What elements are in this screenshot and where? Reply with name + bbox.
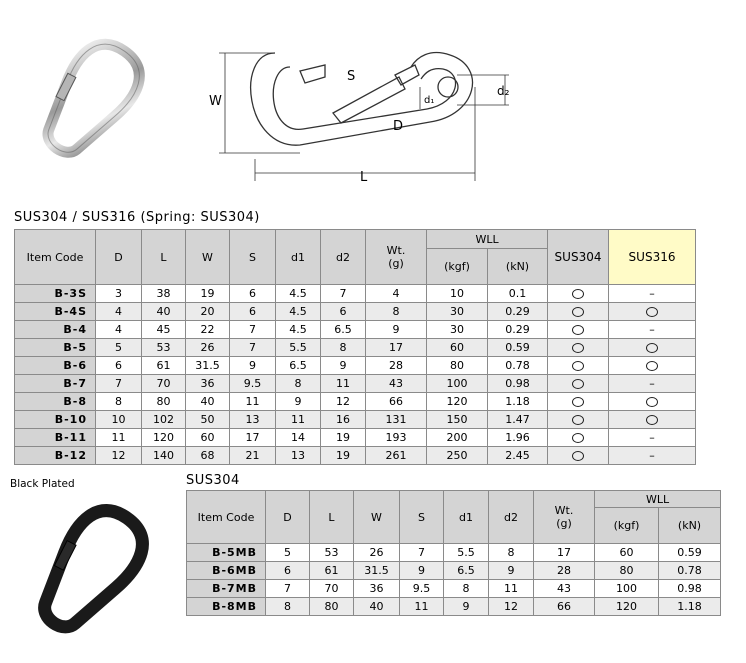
item-code-cell: B-3S — [15, 285, 96, 303]
black-plated-label: Black Plated — [10, 478, 75, 490]
table-cell: 68 — [186, 447, 230, 465]
header-d: D — [96, 230, 142, 285]
table-cell: 11 — [321, 375, 366, 393]
table-cell: 28 — [534, 562, 595, 580]
table-cell: 5.5 — [444, 544, 489, 562]
table-cell: 12 — [321, 393, 366, 411]
table-cell: 8 — [444, 580, 489, 598]
availability-mark — [548, 303, 609, 321]
header-d1: d1 — [276, 230, 321, 285]
table-cell: 200 — [427, 429, 488, 447]
dim-label-d: D — [393, 119, 404, 134]
table-cell: 40 — [186, 393, 230, 411]
availability-mark — [609, 411, 696, 429]
table-cell: 31.5 — [186, 357, 230, 375]
black-table-title: SUS304 — [186, 473, 240, 488]
main-table-title: SUS304 / SUS316 (Spring: SUS304) — [14, 210, 260, 225]
table-cell: 19 — [186, 285, 230, 303]
table-cell: 14 — [276, 429, 321, 447]
table-row — [187, 562, 721, 580]
table-cell: 9 — [444, 598, 489, 616]
table-cell: 70 — [310, 580, 354, 598]
available-icon — [572, 361, 584, 371]
table-cell: 4.5 — [276, 285, 321, 303]
availability-mark — [548, 357, 609, 375]
item-code-cell: B-7MB — [187, 580, 266, 598]
table-cell: 21 — [230, 447, 276, 465]
dim-label-d1: d₁ — [424, 95, 435, 106]
table-cell: 7 — [321, 285, 366, 303]
table-row — [15, 375, 696, 393]
table-cell: 120 — [142, 429, 186, 447]
black-header-d: D — [266, 491, 310, 544]
black-header-weight: Wt. (g) — [534, 491, 595, 544]
table-cell: 40 — [142, 303, 186, 321]
table-cell: 30 — [427, 303, 488, 321]
available-icon — [572, 343, 584, 353]
available-icon — [572, 289, 584, 299]
stainless-carabiner-photo — [14, 30, 164, 175]
black-header-d1: d1 — [444, 491, 489, 544]
table-cell: – — [609, 429, 696, 447]
table-cell: 43 — [534, 580, 595, 598]
table-cell: 80 — [310, 598, 354, 616]
black-header-wll: WLL — [595, 491, 721, 508]
table-cell: – — [609, 285, 696, 303]
table-cell: 1.47 — [488, 411, 548, 429]
available-icon — [572, 415, 584, 425]
table-cell: 12 — [96, 447, 142, 465]
header-d2: d2 — [321, 230, 366, 285]
table-cell: 3 — [96, 285, 142, 303]
table-cell: 0.78 — [659, 562, 721, 580]
availability-mark — [548, 411, 609, 429]
black-header-d2: d2 — [489, 491, 534, 544]
table-cell: 5 — [266, 544, 310, 562]
table-cell: 61 — [310, 562, 354, 580]
table-cell: 9 — [400, 562, 444, 580]
table-cell: 250 — [427, 447, 488, 465]
table-cell: 8 — [96, 393, 142, 411]
dim-label-l: L — [360, 170, 368, 185]
table-cell: 4 — [96, 303, 142, 321]
item-code-cell: B-5MB — [187, 544, 266, 562]
table-cell: 7 — [230, 321, 276, 339]
table-cell: 8 — [321, 339, 366, 357]
table-row — [187, 598, 721, 616]
table-row — [15, 303, 696, 321]
table-cell: 9 — [489, 562, 534, 580]
item-code-cell: B-4 — [15, 321, 96, 339]
item-code-cell: B-5 — [15, 339, 96, 357]
header-wll: WLL — [427, 230, 548, 249]
table-cell: 36 — [354, 580, 400, 598]
table-cell: 50 — [186, 411, 230, 429]
item-code-cell: B-6 — [15, 357, 96, 375]
dim-label-d2: d₂ — [497, 84, 510, 98]
black-header-wll-kgf: (kgf) — [595, 508, 659, 544]
table-cell: 150 — [427, 411, 488, 429]
availability-mark — [548, 321, 609, 339]
availability-mark — [548, 285, 609, 303]
table-cell: 17 — [230, 429, 276, 447]
table-row — [15, 321, 696, 339]
item-code-cell: B-7 — [15, 375, 96, 393]
table-cell: 11 — [96, 429, 142, 447]
table-cell: 120 — [595, 598, 659, 616]
table-cell: – — [609, 447, 696, 465]
table-cell: 102 — [142, 411, 186, 429]
main-spec-table — [14, 229, 696, 465]
black-header-wll-kn: (kN) — [659, 508, 721, 544]
table-cell: 20 — [186, 303, 230, 321]
table-cell: 9.5 — [230, 375, 276, 393]
available-icon — [646, 343, 658, 353]
availability-mark — [548, 393, 609, 411]
table-cell: 4.5 — [276, 303, 321, 321]
header-weight: Wt. (g) — [366, 230, 427, 285]
availability-mark — [548, 339, 609, 357]
table-row — [15, 411, 696, 429]
available-icon — [572, 379, 584, 389]
table-cell: 261 — [366, 447, 427, 465]
table-cell: 11 — [230, 393, 276, 411]
table-cell: 6.5 — [321, 321, 366, 339]
black-header-l: L — [310, 491, 354, 544]
table-cell: 1.18 — [488, 393, 548, 411]
header-wll-kn: (kN) — [488, 249, 548, 285]
item-code-cell: B-8 — [15, 393, 96, 411]
table-cell: 26 — [186, 339, 230, 357]
table-row — [15, 285, 696, 303]
table-cell: 8 — [489, 544, 534, 562]
table-cell: 26 — [354, 544, 400, 562]
table-cell: 0.59 — [659, 544, 721, 562]
header-sus316: SUS316 — [609, 230, 696, 285]
availability-mark — [609, 357, 696, 375]
table-cell: 0.59 — [488, 339, 548, 357]
table-cell: 140 — [142, 447, 186, 465]
available-icon — [572, 451, 584, 461]
dim-label-w: W — [209, 94, 222, 109]
table-cell: 60 — [427, 339, 488, 357]
table-cell: 70 — [142, 375, 186, 393]
table-cell: 9 — [366, 321, 427, 339]
table-cell: 120 — [427, 393, 488, 411]
table-cell: 66 — [366, 393, 427, 411]
table-row — [187, 544, 721, 562]
table-cell: 22 — [186, 321, 230, 339]
item-code-cell: B-12 — [15, 447, 96, 465]
availability-mark — [609, 393, 696, 411]
dimension-diagram — [205, 25, 515, 195]
table-row — [15, 393, 696, 411]
available-icon — [572, 325, 584, 335]
table-cell: 2.45 — [488, 447, 548, 465]
header-l: L — [142, 230, 186, 285]
header-w: W — [186, 230, 230, 285]
availability-mark — [609, 303, 696, 321]
black-spec-table — [186, 490, 721, 616]
table-cell: 8 — [366, 303, 427, 321]
available-icon — [646, 397, 658, 407]
table-cell: 1.96 — [488, 429, 548, 447]
table-cell: 53 — [310, 544, 354, 562]
table-cell: 16 — [321, 411, 366, 429]
header-s: S — [230, 230, 276, 285]
table-cell: 0.78 — [488, 357, 548, 375]
table-cell: 36 — [186, 375, 230, 393]
table-cell: 100 — [595, 580, 659, 598]
table-row — [15, 339, 696, 357]
item-code-cell: B-10 — [15, 411, 96, 429]
table-cell: 10 — [427, 285, 488, 303]
table-cell: 61 — [142, 357, 186, 375]
table-cell: 7 — [400, 544, 444, 562]
black-carabiner-photo — [14, 492, 164, 652]
availability-mark — [609, 339, 696, 357]
table-cell: 9 — [321, 357, 366, 375]
table-cell: 31.5 — [354, 562, 400, 580]
table-cell: 80 — [427, 357, 488, 375]
table-cell: 17 — [366, 339, 427, 357]
table-cell: 11 — [489, 580, 534, 598]
table-cell: 9 — [230, 357, 276, 375]
table-cell: 11 — [276, 411, 321, 429]
table-cell: 131 — [366, 411, 427, 429]
available-icon — [572, 397, 584, 407]
table-cell: 80 — [142, 393, 186, 411]
header-sus304: SUS304 — [548, 230, 609, 285]
availability-mark — [548, 429, 609, 447]
table-cell: 19 — [321, 447, 366, 465]
item-code-cell: B-8MB — [187, 598, 266, 616]
table-cell: 9 — [276, 393, 321, 411]
table-cell: 4 — [366, 285, 427, 303]
available-icon — [572, 433, 584, 443]
table-cell: 40 — [354, 598, 400, 616]
available-icon — [572, 307, 584, 317]
black-header-w: W — [354, 491, 400, 544]
table-cell: 28 — [366, 357, 427, 375]
table-cell: 53 — [142, 339, 186, 357]
available-icon — [646, 361, 658, 371]
table-cell: 100 — [427, 375, 488, 393]
table-row — [15, 357, 696, 375]
table-cell: 0.98 — [488, 375, 548, 393]
table-cell: 66 — [534, 598, 595, 616]
item-code-cell: B-4S — [15, 303, 96, 321]
table-cell: 0.98 — [659, 580, 721, 598]
table-cell: 0.29 — [488, 321, 548, 339]
available-icon — [646, 415, 658, 425]
available-icon — [646, 307, 658, 317]
table-cell: 19 — [321, 429, 366, 447]
table-cell: 6 — [96, 357, 142, 375]
table-cell: 6 — [321, 303, 366, 321]
table-cell: 38 — [142, 285, 186, 303]
table-cell: – — [609, 375, 696, 393]
availability-mark — [548, 375, 609, 393]
table-cell: 0.29 — [488, 303, 548, 321]
dim-label-s: S — [347, 69, 356, 84]
table-cell: 60 — [595, 544, 659, 562]
table-cell: 193 — [366, 429, 427, 447]
item-code-cell: B-11 — [15, 429, 96, 447]
table-cell: 7 — [266, 580, 310, 598]
table-cell: 80 — [595, 562, 659, 580]
table-cell: 6.5 — [444, 562, 489, 580]
table-cell: 8 — [266, 598, 310, 616]
black-header-item-code: Item Code — [187, 491, 266, 544]
table-cell: 5.5 — [276, 339, 321, 357]
table-cell: 4.5 — [276, 321, 321, 339]
table-cell: 6 — [230, 303, 276, 321]
black-header-s: S — [400, 491, 444, 544]
table-cell: 12 — [489, 598, 534, 616]
table-cell: 7 — [230, 339, 276, 357]
table-cell: 10 — [96, 411, 142, 429]
table-cell: 8 — [276, 375, 321, 393]
table-cell: 60 — [186, 429, 230, 447]
availability-mark — [548, 447, 609, 465]
table-cell: 9.5 — [400, 580, 444, 598]
table-cell: 11 — [400, 598, 444, 616]
header-item-code: Item Code — [15, 230, 96, 285]
table-cell: – — [609, 321, 696, 339]
table-cell: 7 — [96, 375, 142, 393]
table-row — [187, 580, 721, 598]
table-cell: 13 — [276, 447, 321, 465]
table-cell: 0.1 — [488, 285, 548, 303]
table-cell: 6.5 — [276, 357, 321, 375]
table-row — [15, 429, 696, 447]
table-cell: 1.18 — [659, 598, 721, 616]
table-cell: 30 — [427, 321, 488, 339]
table-cell: 6 — [230, 285, 276, 303]
table-cell: 5 — [96, 339, 142, 357]
table-cell: 45 — [142, 321, 186, 339]
table-cell: 13 — [230, 411, 276, 429]
table-row — [15, 447, 696, 465]
table-cell: 4 — [96, 321, 142, 339]
header-wll-kgf: (kgf) — [427, 249, 488, 285]
table-cell: 6 — [266, 562, 310, 580]
item-code-cell: B-6MB — [187, 562, 266, 580]
table-cell: 17 — [534, 544, 595, 562]
table-cell: 43 — [366, 375, 427, 393]
